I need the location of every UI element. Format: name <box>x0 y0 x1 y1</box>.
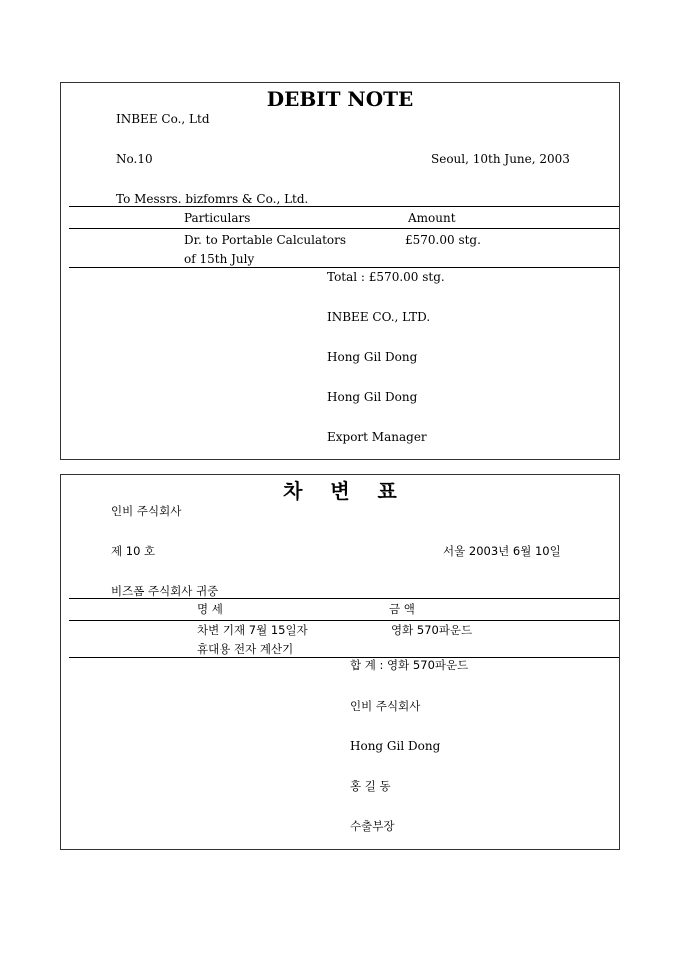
document-title: DEBIT NOTE <box>266 87 414 111</box>
signer-name: Hong Gil Dong <box>327 390 418 404</box>
signer-name: 홍 길 동 <box>350 779 391 793</box>
column-particulars: 명 세 <box>197 602 223 616</box>
divider <box>69 598 619 599</box>
item-description-line1: Dr. to Portable Calculators <box>184 233 347 247</box>
issuer-company: INBEE Co., Ltd <box>116 112 210 126</box>
signer-title: Export Manager <box>327 430 427 444</box>
divider <box>69 206 619 207</box>
debit-note-korean <box>60 474 620 850</box>
signature: Hong Gil Dong <box>327 350 418 364</box>
total-amount: 합 계 : 영화 570파운드 <box>350 658 469 672</box>
issuer-company: 인비 주식회사 <box>111 504 182 518</box>
signing-company: INBEE CO., LTD. <box>327 310 431 324</box>
column-amount: Amount <box>408 211 456 225</box>
signature: Hong Gil Dong <box>350 739 441 753</box>
item-description-line2: 휴대용 전자 계산기 <box>197 642 294 656</box>
item-amount: 영화 570파운드 <box>391 623 473 637</box>
divider <box>69 267 619 268</box>
place-date: 서울 2003년 6월 10일 <box>443 544 561 558</box>
addressee: 비즈폼 주식회사 귀중 <box>111 584 219 598</box>
document-title: 차 변 표 <box>283 479 397 503</box>
divider <box>69 228 619 229</box>
note-number: No.10 <box>116 152 153 166</box>
total-amount: Total : £570.00 stg. <box>327 270 445 284</box>
signing-company: 인비 주식회사 <box>350 699 421 713</box>
signer-title: 수출부장 <box>350 819 395 833</box>
debit-note-english <box>60 82 620 460</box>
place-date: Seoul, 10th June, 2003 <box>431 152 570 166</box>
column-amount: 금 액 <box>389 602 415 616</box>
item-description-line2: of 15th July <box>184 252 255 266</box>
note-number: 제 10 호 <box>111 544 156 558</box>
column-particulars: Particulars <box>184 211 251 225</box>
divider <box>69 657 619 658</box>
divider <box>69 620 619 621</box>
item-description-line1: 차변 기재 7월 15일자 <box>197 623 308 637</box>
addressee: To Messrs. bizfomrs & Co., Ltd. <box>116 192 309 206</box>
item-amount: £570.00 stg. <box>405 233 481 247</box>
